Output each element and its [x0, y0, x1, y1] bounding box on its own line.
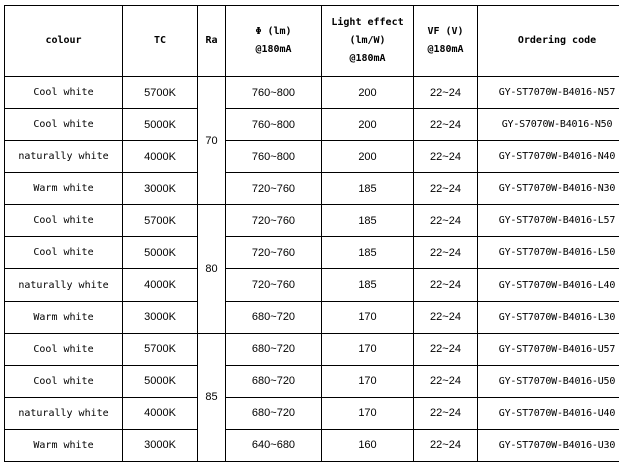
cell-flux: 760~800: [226, 141, 322, 173]
header-ordering-code: Ordering code: [478, 6, 619, 77]
cell-tc: 3000K: [123, 301, 198, 333]
cell-tc: 4000K: [123, 141, 198, 173]
cell-tc: 5000K: [123, 365, 198, 397]
cell-ordering-code: GY-ST7070W-B4016-N40: [478, 141, 619, 173]
cell-light-effect: 170: [322, 365, 414, 397]
cell-light-effect: 170: [322, 397, 414, 429]
cell-vf: 22~24: [414, 429, 478, 461]
table-row: [5, 109, 619, 141]
table-row: [5, 333, 619, 365]
cell-tc: 3000K: [123, 429, 198, 461]
header-row: [5, 6, 619, 77]
cell-flux: 640~680: [226, 429, 322, 461]
cell-tc: 4000K: [123, 269, 198, 301]
table-row: [5, 205, 619, 237]
cell-flux: 720~760: [226, 269, 322, 301]
cell-light-effect: 170: [322, 301, 414, 333]
cell-colour: naturally white: [5, 141, 123, 173]
cell-colour: Cool white: [5, 109, 123, 141]
cell-colour: Cool white: [5, 365, 123, 397]
cell-ordering-code: GY-ST7070W-B4016-U40: [478, 397, 619, 429]
table-row: [5, 397, 619, 429]
table-row: [5, 365, 619, 397]
cell-flux: 720~760: [226, 205, 322, 237]
table-row: [5, 237, 619, 269]
cell-ordering-code: GY-ST7070W-B4016-L50: [478, 237, 619, 269]
cell-ordering-code: GY-ST7070W-B4016-U57: [478, 333, 619, 365]
cell-colour: Warm white: [5, 429, 123, 461]
table-row: [5, 173, 619, 205]
cell-vf: 22~24: [414, 333, 478, 365]
cell-ordering-code: GY-ST7070W-B4016-U30: [478, 429, 619, 461]
cell-vf: 22~24: [414, 397, 478, 429]
cell-ordering-code: GY-ST7070W-B4016-N57: [478, 77, 619, 109]
cell-colour: Warm white: [5, 301, 123, 333]
header-vf: VF (V) @180mA: [414, 6, 478, 77]
cell-ordering-code: GY-ST7070W-B4016-L40: [478, 269, 619, 301]
cell-ra: 80: [198, 205, 226, 333]
cell-colour: Cool white: [5, 237, 123, 269]
cell-ordering-code: GY-ST7070W-B4016-U50: [478, 365, 619, 397]
cell-light-effect: 200: [322, 77, 414, 109]
cell-ordering-code: GY-ST7070W-B4016-N30: [478, 173, 619, 205]
cell-colour: naturally white: [5, 269, 123, 301]
header-flux: Φ (lm) @180mA: [226, 6, 322, 77]
cell-light-effect: 185: [322, 205, 414, 237]
header-ra: Ra: [198, 6, 226, 77]
cell-colour: Warm white: [5, 173, 123, 205]
cell-ra: 85: [198, 333, 226, 461]
cell-light-effect: 200: [322, 109, 414, 141]
cell-tc: 5000K: [123, 237, 198, 269]
cell-flux: 720~760: [226, 237, 322, 269]
cell-colour: Cool white: [5, 77, 123, 109]
cell-vf: 22~24: [414, 141, 478, 173]
cell-light-effect: 185: [322, 269, 414, 301]
cell-tc: 3000K: [123, 173, 198, 205]
cell-flux: 720~760: [226, 173, 322, 205]
cell-flux: 680~720: [226, 365, 322, 397]
cell-vf: 22~24: [414, 237, 478, 269]
cell-ordering-code: GY-ST7070W-B4016-L57: [478, 205, 619, 237]
table-row: [5, 141, 619, 173]
cell-vf: 22~24: [414, 269, 478, 301]
cell-ordering-code: GY-ST7070W-B4016-L30: [478, 301, 619, 333]
cell-flux: 680~720: [226, 301, 322, 333]
header-light-effect: Light effect (lm/W) @180mA: [322, 6, 414, 77]
cell-ra: 70: [198, 77, 226, 205]
cell-tc: 5700K: [123, 333, 198, 365]
cell-vf: 22~24: [414, 301, 478, 333]
spec-table: [4, 5, 619, 462]
cell-flux: 680~720: [226, 333, 322, 365]
cell-vf: 22~24: [414, 173, 478, 205]
header-tc: TC: [123, 6, 198, 77]
cell-colour: naturally white: [5, 397, 123, 429]
cell-vf: 22~24: [414, 77, 478, 109]
cell-light-effect: 200: [322, 141, 414, 173]
cell-tc: 5700K: [123, 77, 198, 109]
table-row: [5, 77, 619, 109]
header-colour: colour: [5, 6, 123, 77]
table-row: [5, 269, 619, 301]
cell-tc: 5700K: [123, 205, 198, 237]
table-row: [5, 429, 619, 461]
cell-vf: 22~24: [414, 365, 478, 397]
cell-vf: 22~24: [414, 205, 478, 237]
cell-colour: Cool white: [5, 205, 123, 237]
cell-tc: 5000K: [123, 109, 198, 141]
cell-flux: 760~800: [226, 77, 322, 109]
cell-ordering-code: GY-S7070W-B4016-N50: [478, 109, 619, 141]
cell-light-effect: 185: [322, 237, 414, 269]
table-row: [5, 301, 619, 333]
cell-light-effect: 185: [322, 173, 414, 205]
cell-light-effect: 160: [322, 429, 414, 461]
cell-flux: 760~800: [226, 109, 322, 141]
cell-light-effect: 170: [322, 333, 414, 365]
cell-colour: Cool white: [5, 333, 123, 365]
cell-flux: 680~720: [226, 397, 322, 429]
cell-tc: 4000K: [123, 397, 198, 429]
cell-vf: 22~24: [414, 109, 478, 141]
